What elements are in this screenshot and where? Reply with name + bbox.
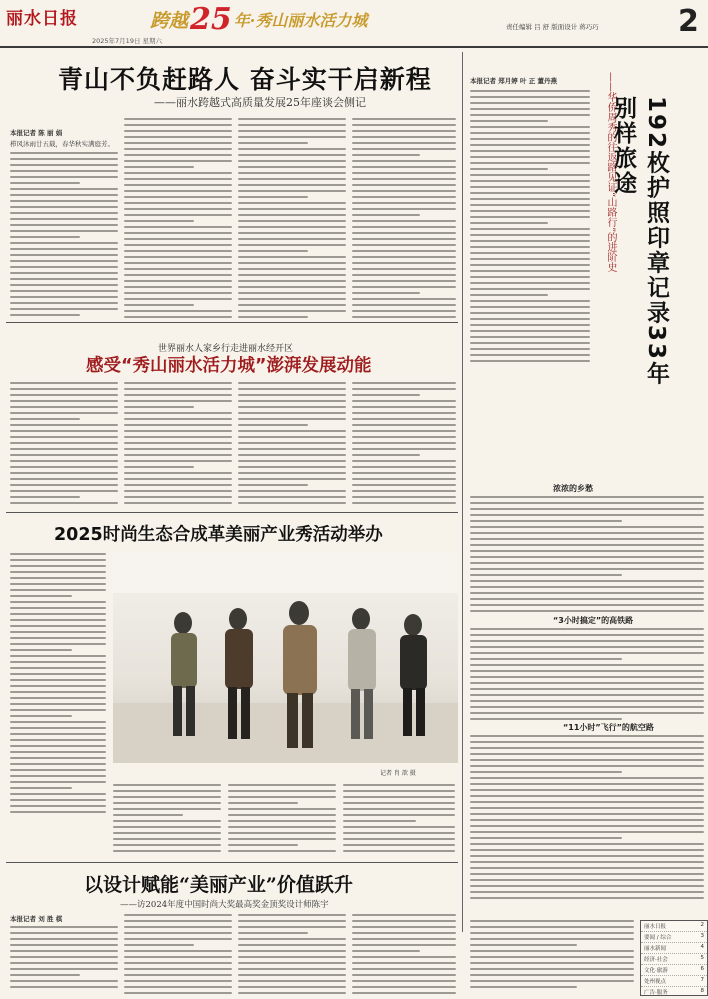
feature-subhead-3: “11小时”飞行”的航空路 xyxy=(563,723,654,732)
story2-column-2 xyxy=(124,382,232,504)
anniversary-banner xyxy=(150,2,510,36)
story3-headline: 2025时尚生态合成革美丽产业秀活动举办 xyxy=(54,525,383,545)
feature-section-3-tail xyxy=(470,920,634,988)
story1-column-4 xyxy=(352,118,456,318)
index-label: 文化·旅游 xyxy=(644,968,668,974)
feature-section-3 xyxy=(470,735,704,899)
index-label: 经济·社会 xyxy=(644,957,668,963)
section-rule xyxy=(6,862,458,863)
issue-date: 2025年7月19日 星期六 xyxy=(92,37,163,45)
index-page: 6 xyxy=(700,966,704,972)
story1-column-3 xyxy=(238,118,346,318)
index-row xyxy=(641,965,707,976)
story2-column-4 xyxy=(352,382,456,504)
index-row xyxy=(641,943,707,954)
story1-subheadline: ——丽水跨越式高质量发展25年座谈会侧记 xyxy=(154,96,366,109)
banner-number: 25 xyxy=(190,1,232,37)
story3-column-4 xyxy=(343,784,455,852)
story4-column-2 xyxy=(124,914,232,994)
story4-byline: 本报记者 刘 胜 棋 xyxy=(10,915,63,923)
story1-byline: 本报记者 陈 丽 娟 xyxy=(10,129,63,137)
story2-column-1 xyxy=(10,382,118,504)
story4-column-4 xyxy=(352,914,456,994)
index-label: 广告·服务 xyxy=(644,990,668,996)
newspaper-logo: 丽水日报 xyxy=(6,9,78,29)
story1-headline: 青山不负赶路人 奋斗实干启新程 xyxy=(58,65,432,94)
fashion-show-photo xyxy=(113,553,458,763)
masthead-rule xyxy=(0,46,708,48)
index-page: 5 xyxy=(700,955,704,961)
index-page: 7 xyxy=(700,977,704,983)
feature-byline: 本报记者 郑月婷 叶 正 董丹燕 xyxy=(470,77,558,85)
index-label: 处州视点 xyxy=(644,979,667,985)
runway-models-illustration xyxy=(113,553,458,763)
page-number: 2 xyxy=(678,4,699,39)
page-index-box xyxy=(640,920,708,996)
section-rule xyxy=(6,322,458,323)
index-row xyxy=(641,976,707,987)
index-label: 丽水日报 xyxy=(644,924,667,930)
story1-column-1 xyxy=(10,152,118,316)
feature-subheadline: ——华侨周秀的往返路见证“山路行”的进阶史 xyxy=(605,72,616,273)
index-page: 4 xyxy=(700,944,704,950)
banner-right-text: 年·秀山丽水活力城 xyxy=(233,10,368,30)
feature-subhead-2: “3小时搞定”的高铁路 xyxy=(553,616,634,625)
index-label: 丽水新闻 xyxy=(644,946,667,952)
story1-lead: 栉风沐雨廿五载，春华秋实满庭芳。 xyxy=(10,140,114,148)
story3-column-3 xyxy=(228,784,336,852)
index-label: 要闻 / 综合 xyxy=(644,935,672,941)
story4-column-1 xyxy=(10,926,118,988)
feature-section-1 xyxy=(470,496,704,612)
story3-column-2 xyxy=(113,784,221,852)
editor-credits: 责任编辑 吕 舒 版面设计 蒋巧巧 xyxy=(506,23,599,31)
photo-credit: 记者 肖 歆 摄 xyxy=(380,770,416,777)
index-row xyxy=(641,932,707,943)
story4-column-3 xyxy=(238,914,346,994)
story2-headline: 感受“秀山丽水活力城”澎湃发展动能 xyxy=(86,356,372,376)
section-rule xyxy=(6,512,458,513)
story4-subheadline: ——访2024年度中国时尚大奖最高奖金顶奖设计师陈宇 xyxy=(120,900,329,910)
story3-column-1 xyxy=(10,553,106,813)
banner-left-text: 跨越 xyxy=(150,9,189,32)
story2-column-3 xyxy=(238,382,346,504)
index-page: 3 xyxy=(700,933,704,939)
feature-subhead-1: 浓浓的乡愁 xyxy=(553,484,593,493)
story2-kicker: 世界丽水人家乡行走进丽水经开区 xyxy=(158,344,294,354)
feature-headline: 192枚护照印章记录33年别样旅途 xyxy=(610,96,669,387)
story4-headline: 以设计赋能“美丽产业”价值跃升 xyxy=(84,874,353,896)
index-row xyxy=(641,921,707,932)
index-row xyxy=(641,954,707,965)
feature-column-top xyxy=(470,90,590,362)
index-page: 8 xyxy=(700,988,704,994)
index-page: 2 xyxy=(700,922,704,928)
index-row xyxy=(641,987,707,997)
feature-section-2 xyxy=(470,628,704,720)
column-divider xyxy=(462,52,463,932)
story1-column-2 xyxy=(124,118,232,318)
